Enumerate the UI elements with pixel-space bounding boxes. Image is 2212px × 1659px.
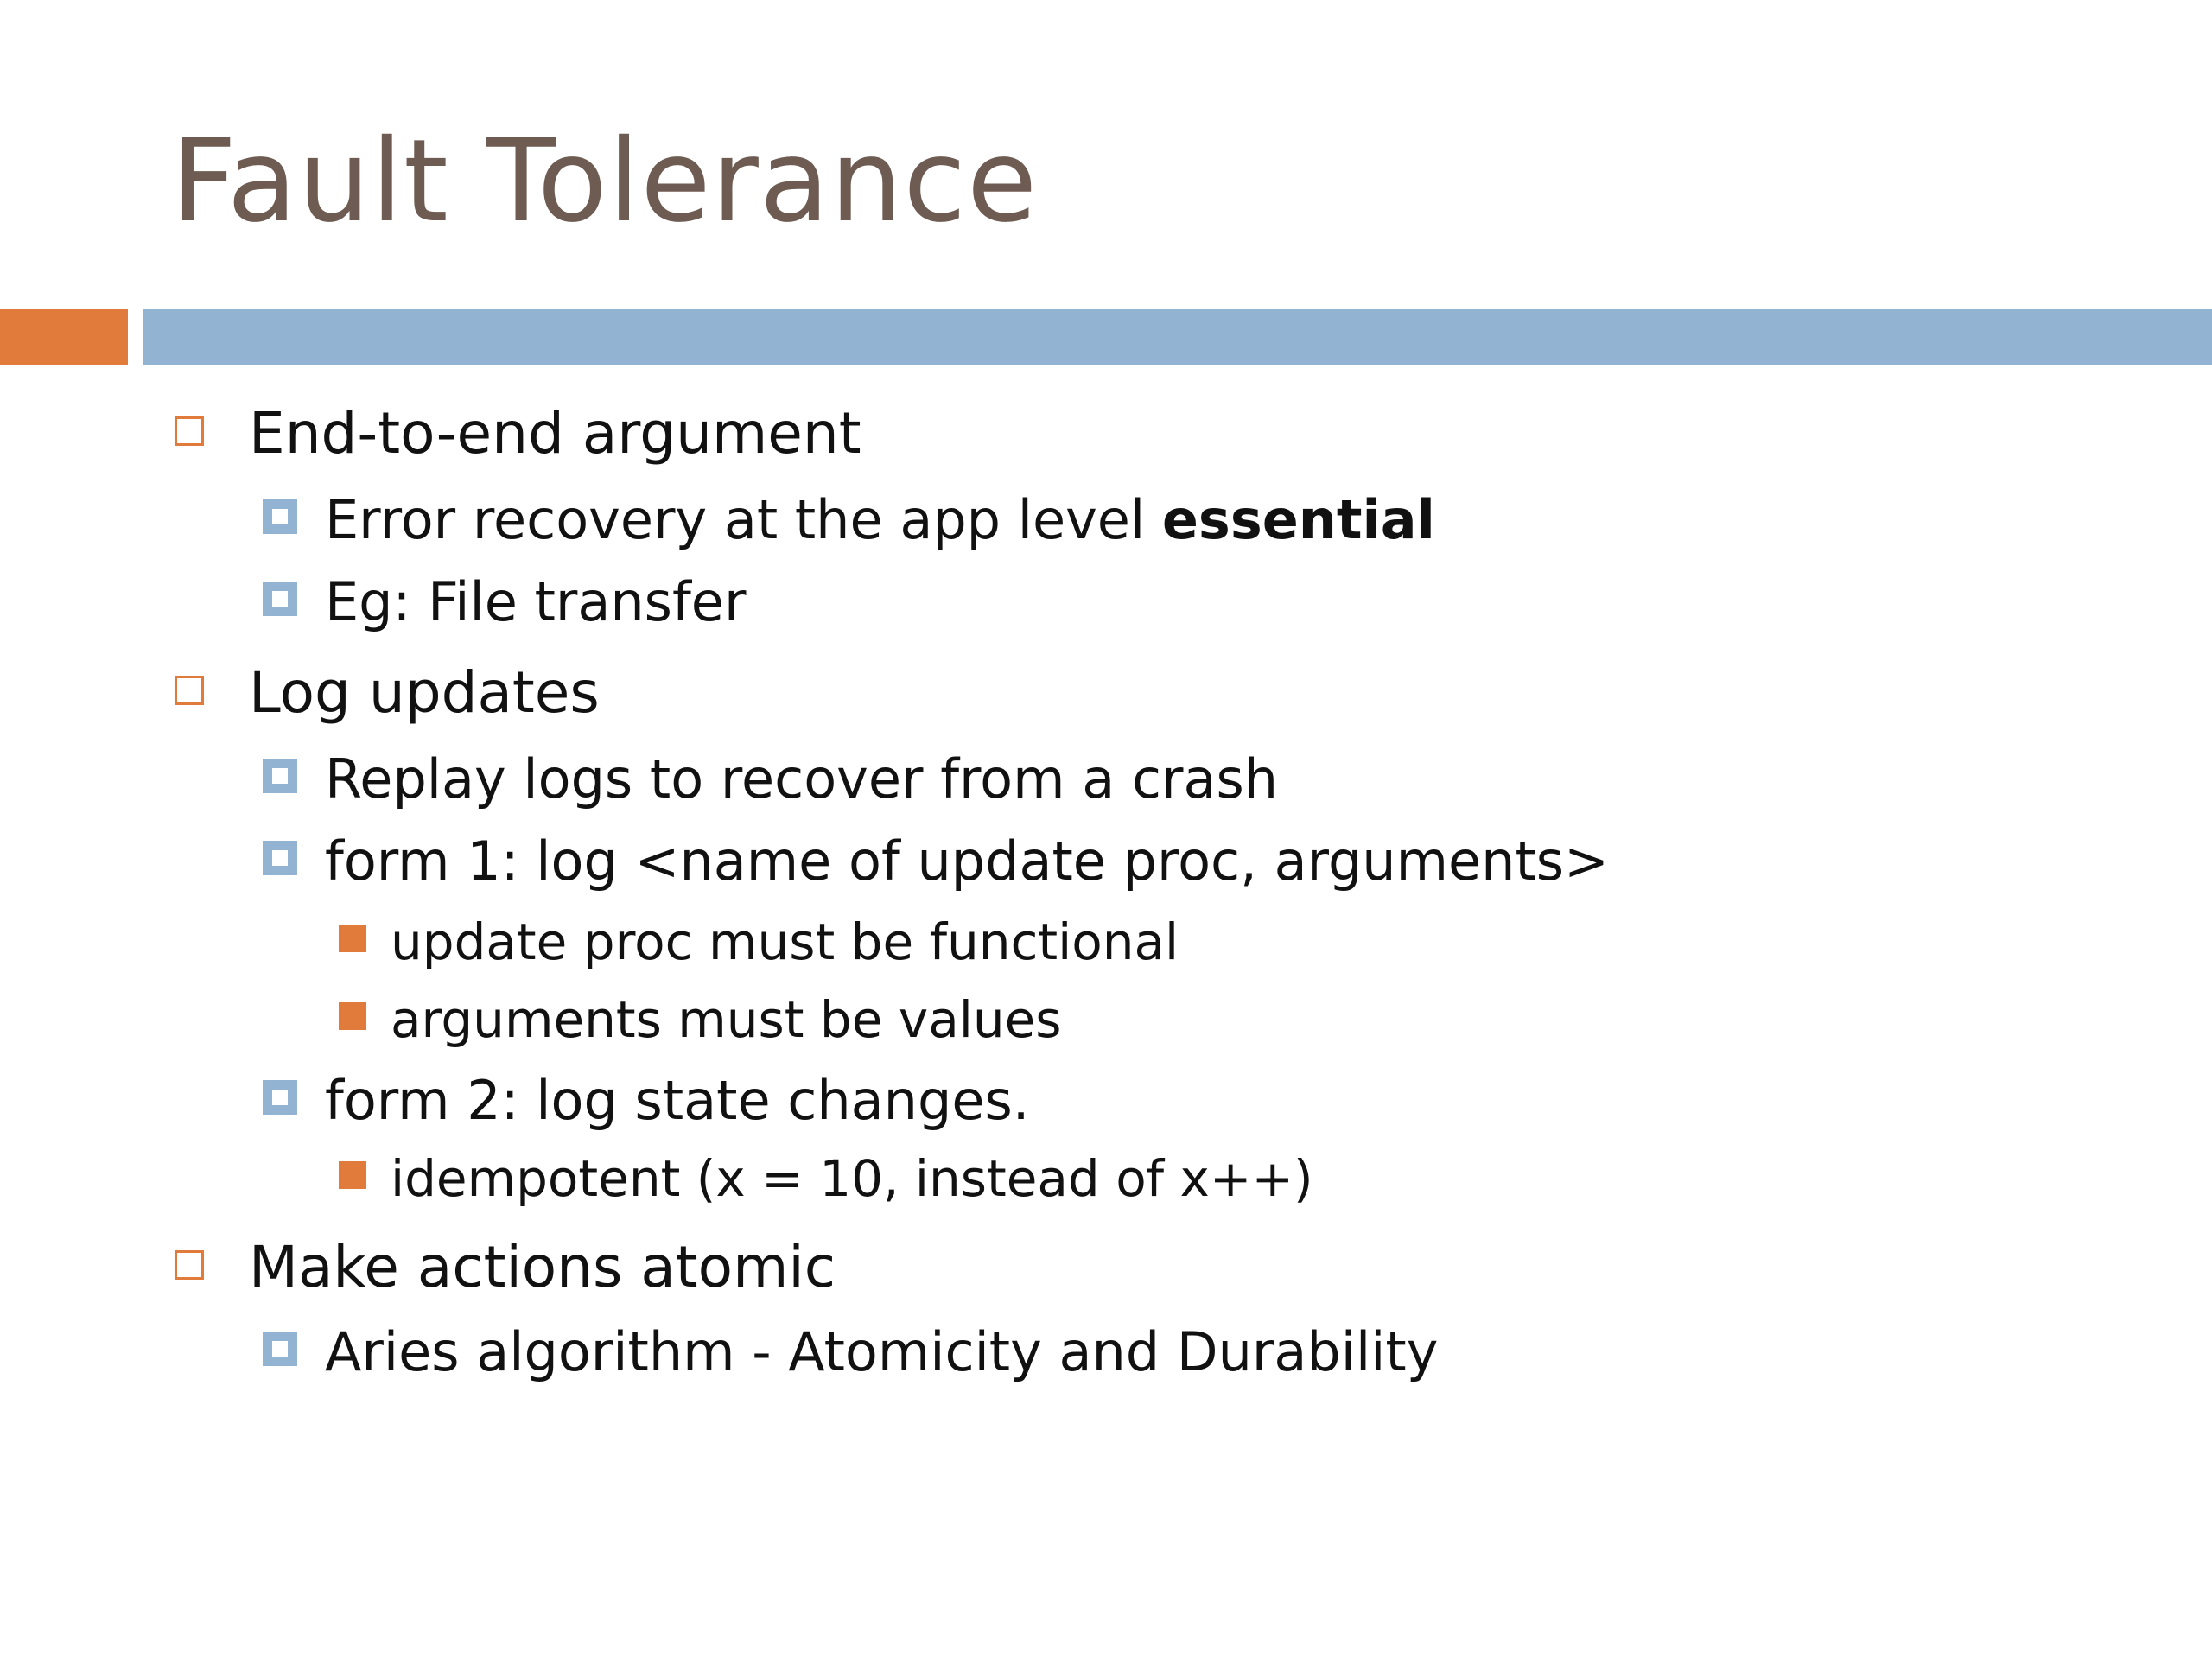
bullet-item	[249, 396, 861, 468]
framed-square-bullet-icon	[263, 759, 297, 793]
bullet-item	[325, 825, 1609, 894]
bullet-item	[325, 484, 1435, 553]
bullet-item	[249, 1230, 836, 1302]
bullet-item	[391, 1144, 1313, 1210]
hollow-square-bullet-icon	[175, 416, 204, 446]
framed-square-bullet-icon	[263, 1332, 297, 1366]
bullet-text: Eg: File transfer	[325, 569, 747, 633]
framed-square-bullet-icon	[263, 582, 297, 616]
bullet-text: form 1: log <name of update proc, arguments>	[325, 829, 1610, 893]
filled-square-bullet-icon	[339, 1161, 366, 1189]
framed-square-bullet-icon	[263, 1080, 297, 1115]
bullet-item	[325, 566, 746, 635]
bullet-text: End-to-end argument	[249, 399, 861, 467]
bullet-text: idempotent (x = 10, instead of x++)	[391, 1148, 1313, 1208]
framed-square-bullet-icon	[263, 499, 297, 534]
bullet-item	[325, 1065, 1029, 1134]
bullet-text: Make actions atomic	[249, 1233, 836, 1300]
hollow-square-bullet-icon	[175, 1250, 204, 1280]
bullet-text: update proc must be functional	[391, 912, 1179, 971]
bullet-item	[249, 655, 600, 728]
bullet-text: Log updates	[249, 658, 600, 726]
slide-title: Fault Tolerance	[171, 115, 1039, 248]
bullet-text: Aries algorithm - Atomicity and Durability	[325, 1319, 1439, 1383]
bullet-item	[391, 985, 1062, 1051]
bullet-emphasis: essential	[1161, 487, 1435, 551]
bullet-item	[325, 743, 1278, 812]
filled-square-bullet-icon	[339, 925, 366, 952]
bullet-item	[325, 1316, 1438, 1385]
framed-square-bullet-icon	[263, 841, 297, 875]
bullet-item	[391, 907, 1179, 973]
bullet-text: form 2: log state changes.	[325, 1068, 1030, 1132]
bullet-text: Replay logs to recover from a crash	[325, 747, 1279, 810]
bullet-text: Error recovery at the app level	[325, 487, 1162, 551]
filled-square-bullet-icon	[339, 1002, 366, 1030]
hollow-square-bullet-icon	[175, 676, 204, 705]
bullet-text: arguments must be values	[391, 989, 1062, 1049]
